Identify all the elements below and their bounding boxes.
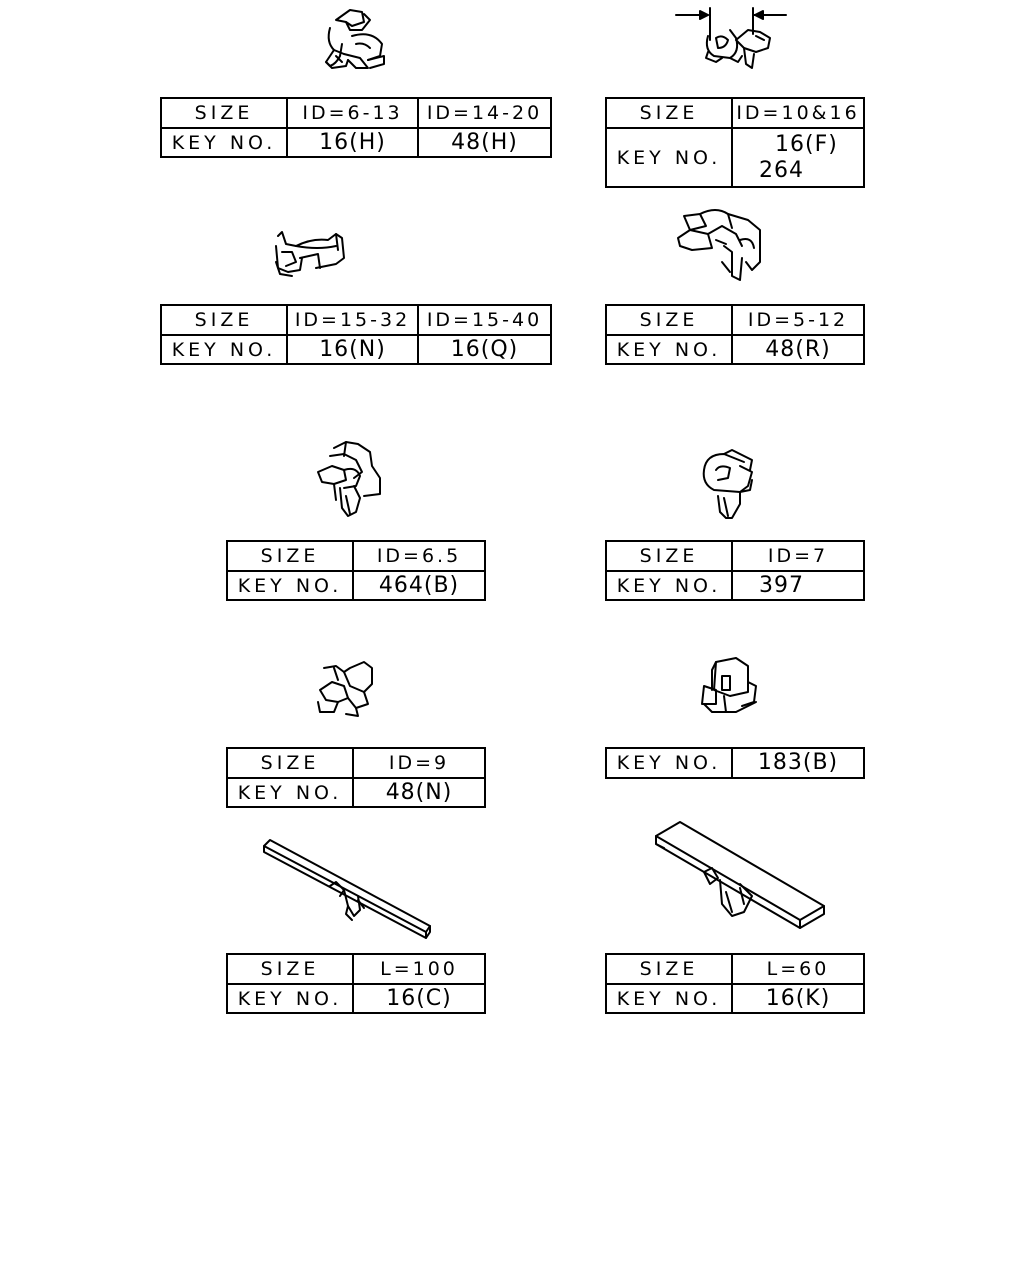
size-value: ID=15-32 bbox=[287, 305, 418, 335]
size-value: L=100 bbox=[353, 954, 485, 984]
key-no-label: KEY NO. bbox=[227, 778, 353, 807]
size-label: SIZE bbox=[227, 541, 353, 571]
key-table-top-right bbox=[605, 97, 865, 188]
key-no-label: KEY NO. bbox=[161, 335, 287, 364]
key-no-value: 48(N) bbox=[353, 778, 485, 807]
size-label: SIZE bbox=[227, 954, 353, 984]
size-label: SIZE bbox=[161, 305, 287, 335]
key-table-top-left bbox=[160, 97, 552, 158]
size-label: SIZE bbox=[606, 954, 732, 984]
key-no-label: KEY NO. bbox=[606, 335, 732, 364]
small-clip-icon bbox=[318, 662, 372, 716]
key-table-row5-left bbox=[226, 953, 486, 1014]
key-no-value: 16(K) bbox=[732, 984, 864, 1013]
c-clip-icon bbox=[704, 450, 752, 518]
key-no-value: 16(N) bbox=[287, 335, 418, 364]
key-table-row4-left bbox=[226, 747, 486, 808]
size-value: ID=14-20 bbox=[418, 98, 551, 128]
size-value: L=60 bbox=[732, 954, 864, 984]
key-no-value bbox=[732, 128, 864, 187]
key-no-label: KEY NO. bbox=[227, 984, 353, 1013]
size-label: SIZE bbox=[227, 748, 353, 778]
size-value: ID=9 bbox=[353, 748, 485, 778]
size-value: ID=7 bbox=[732, 541, 864, 571]
key-no-label: KEY NO. bbox=[606, 571, 732, 600]
key-table-row3-left bbox=[226, 540, 486, 601]
key-table-row5-right bbox=[605, 953, 865, 1014]
key-no-line: 16(F) bbox=[775, 131, 838, 157]
key-table-row2-right bbox=[605, 304, 865, 365]
key-no-value: 16(H) bbox=[287, 128, 418, 157]
key-no-label: KEY NO. bbox=[161, 128, 287, 157]
short-strap-clip-icon bbox=[656, 822, 824, 928]
size-value: ID=5-12 bbox=[732, 305, 864, 335]
size-label: SIZE bbox=[606, 98, 732, 128]
size-value: ID=6.5 bbox=[353, 541, 485, 571]
key-no-value: 183(B) bbox=[732, 748, 864, 778]
double-clip-icon bbox=[678, 210, 760, 280]
harness-clip-dimensioned-icon bbox=[676, 8, 786, 68]
key-no-label: KEY NO. bbox=[606, 128, 732, 187]
key-no-value: 464(B) bbox=[353, 571, 485, 600]
key-table-row2-left bbox=[160, 304, 552, 365]
key-no-label: KEY NO. bbox=[227, 571, 353, 600]
key-no-value: 397 bbox=[732, 571, 864, 600]
fir-tree-clip-icon bbox=[318, 442, 380, 516]
size-value: ID=10&16 bbox=[732, 98, 864, 128]
size-label: SIZE bbox=[161, 98, 287, 128]
size-value: ID=15-40 bbox=[418, 305, 551, 335]
key-no-value: 16(Q) bbox=[418, 335, 551, 364]
key-no-label: KEY NO. bbox=[606, 748, 732, 778]
key-table-row3-right bbox=[605, 540, 865, 601]
key-no-value: 48(R) bbox=[732, 335, 864, 364]
band-clip-icon bbox=[276, 232, 344, 276]
key-no-line: 264 bbox=[759, 157, 804, 183]
key-no-value: 16(C) bbox=[353, 984, 485, 1013]
key-no-value: 48(H) bbox=[418, 128, 551, 157]
harness-clip-h-icon bbox=[326, 10, 384, 68]
box-clip-icon bbox=[702, 658, 756, 712]
size-value: ID=6-13 bbox=[287, 98, 418, 128]
key-table-row4-right bbox=[605, 747, 865, 779]
size-label: SIZE bbox=[606, 305, 732, 335]
key-no-label: KEY NO. bbox=[606, 984, 732, 1013]
size-label: SIZE bbox=[606, 541, 732, 571]
long-strap-clip-icon bbox=[264, 840, 430, 938]
